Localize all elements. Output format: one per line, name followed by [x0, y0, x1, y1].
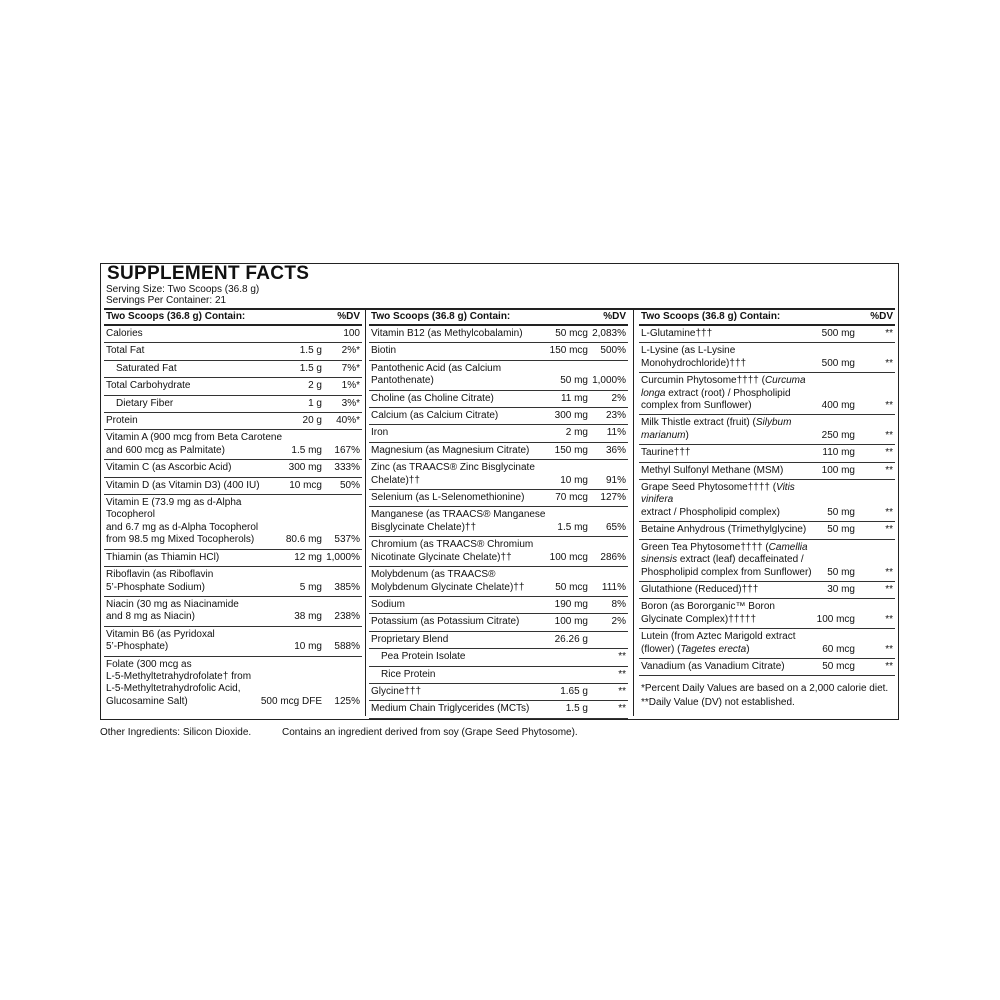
nutrient-name: Proprietary Blend [371, 633, 449, 645]
nutrient-amount: 20 g [302, 415, 322, 427]
nutrient-dv: ** [618, 668, 626, 680]
other-ingredients: Other Ingredients: Silicon Dioxide. [100, 727, 252, 738]
nutrient-amount: 70 mcg [555, 492, 588, 504]
nutrient-name: Vitamin D (as Vitamin D3) (400 IU) [106, 479, 260, 491]
nutrient-name-part: Silybum marianum [641, 417, 792, 441]
nutrient-name [641, 542, 823, 579]
nutrient-amount: 1 g [308, 397, 322, 409]
nutrient-dv: 385% [334, 581, 360, 593]
nutrient-dv: ** [885, 643, 893, 655]
nutrient-row [104, 495, 362, 550]
nutrient-amount: 100 mg [821, 464, 855, 476]
column-header [369, 310, 628, 326]
nutrient-amount: 5 mg [299, 581, 322, 593]
nutrient-amount: 1.5 mg [557, 521, 588, 533]
nutrient-dv: ** [885, 447, 893, 459]
nutrient-row [369, 361, 628, 391]
nutrient-dv: ** [618, 703, 626, 715]
dv-header: %DV [337, 311, 360, 322]
nutrient-name: Niacin (30 mg as Niacinamide and 8 mg as Niacin) [106, 598, 239, 623]
nutrient-name: Calcium (as Calcium Citrate) [371, 410, 499, 422]
nutrient-amount: 100 mcg [816, 613, 855, 625]
nutrient-column-3 [639, 310, 895, 716]
nutrient-name: Thiamin (as Thiamin HCl) [106, 551, 220, 563]
nutrient-dv: 333% [334, 462, 360, 474]
nutrient-dv: 286% [600, 551, 626, 563]
column-header-label: Two Scoops (36.8 g) Contain: [106, 311, 246, 322]
nutrient-amount: 1.5 g [565, 703, 588, 715]
nutrient-amount: 12 mg [294, 551, 322, 563]
nutrient-dv: ** [618, 651, 626, 663]
nutrient-row [639, 326, 895, 343]
nutrient-name-part: Camellia sinensis [641, 541, 808, 566]
nutrient-name-part: extract / Phospholipid complex) [641, 506, 780, 518]
nutrient-name-part: Milk Thistle extract (fruit) ( [641, 417, 756, 429]
nutrient-amount: 26.26 g [554, 633, 588, 645]
nutrient-row [104, 378, 362, 395]
nutrient-dv: 1,000% [592, 375, 626, 387]
nutrient-name [641, 631, 818, 656]
nutrient-amount: 38 mg [294, 611, 322, 623]
nutrient-name-part: extract (root) / Phospholipid complex from Sunflower) [641, 387, 791, 412]
nutrient-name: Vitamin C (as Ascorbic Acid) [106, 462, 232, 474]
column-header-label: Two Scoops (36.8 g) Contain: [641, 311, 781, 322]
nutrient-dv: 238% [334, 611, 360, 623]
nutrient-name: Vanadium (as Vanadium Citrate) [641, 660, 785, 672]
nutrient-amount: 50 mg [827, 524, 855, 536]
nutrient-dv: 65% [605, 521, 626, 533]
nutrient-name-part: ) [746, 643, 750, 655]
nutrient-amount: 300 mg [554, 410, 588, 422]
nutrient-amount: 300 mg [288, 462, 322, 474]
nutrient-row [369, 537, 628, 567]
nutrient-amount: 2 g [308, 380, 322, 392]
nutrient-name: Dietary Fiber [116, 397, 174, 409]
nutrient-name: Magnesium (as Magnesium Citrate) [371, 444, 530, 456]
nutrient-dv: 50% [339, 479, 360, 491]
nutrient-name: Manganese (as TRAACS® Manganese Bisglycinate Chelate)†† [371, 509, 546, 533]
nutrient-name: Sodium [371, 598, 405, 610]
nutrient-row [639, 445, 895, 462]
nutrient-name: Vitamin E (73.9 mg as d-Alpha Tocopherol and 6.7 mg as d-Alpha Tocopherol from 98.5 mg Mixed Tocopherols) [106, 497, 259, 546]
nutrient-name: Methyl Sulfonyl Methane (MSM) [641, 464, 784, 476]
nutrient-dv: ** [885, 506, 893, 518]
nutrient-name: Protein [106, 415, 138, 427]
nutrient-row [369, 425, 628, 442]
nutrient-dv: 100 [343, 328, 360, 339]
nutrient-name: Zinc (as TRAACS® Zinc Bisglycinate Chelate)†† [371, 462, 535, 486]
nutrient-dv: ** [885, 464, 893, 476]
nutrient-amount: 100 mg [554, 616, 588, 628]
nutrient-row [104, 430, 362, 460]
nutrient-row [639, 599, 895, 629]
nutrient-amount: 10 mg [560, 474, 588, 486]
nutrient-name-part: ) [685, 429, 689, 441]
nutrient-row [104, 460, 362, 477]
nutrient-column-1 [104, 310, 362, 716]
nutrient-name: Selenium (as L-Selenomethionine) [371, 492, 525, 504]
footnote: **Daily Value (DV) not established. [641, 697, 795, 709]
panel-title: SUPPLEMENT FACTS [107, 263, 310, 284]
nutrient-name: Glycine††† [371, 685, 422, 697]
nutrient-name: Molybdenum (as TRAACS® Molybdenum Glycinate Chelate)†† [371, 569, 525, 593]
nutrient-row [369, 567, 628, 597]
nutrient-row [369, 701, 628, 718]
nutrient-name: Betaine Anhydrous (Trimethylglycine) [641, 524, 807, 536]
nutrient-name: Biotin [371, 345, 397, 357]
nutrient-dv: 40%* [336, 415, 360, 427]
nutrient-dv: ** [885, 328, 893, 339]
nutrient-amount: 1.5 g [299, 345, 322, 357]
nutrient-dv: ** [885, 429, 893, 441]
nutrient-amount: 1.5 mg [291, 444, 322, 456]
nutrient-row [104, 361, 362, 378]
nutrient-row [639, 463, 895, 480]
nutrient-name: L-Glutamine††† [641, 328, 713, 339]
column-header-label: Two Scoops (36.8 g) Contain: [371, 311, 511, 322]
nutrient-amount: 50 mcg [555, 581, 588, 593]
nutrient-dv: 91% [605, 474, 626, 486]
nutrient-name: Potassium (as Potassium Citrate) [371, 616, 520, 628]
nutrient-name: Glutathione (Reduced)††† [641, 583, 759, 595]
nutrient-amount: 80.6 mg [285, 534, 322, 546]
nutrient-dv: 125% [334, 695, 360, 707]
nutrient-row [369, 408, 628, 425]
dv-header: %DV [870, 311, 893, 322]
nutrient-amount: 50 mg [827, 506, 855, 518]
nutrient-name: Iron [371, 427, 389, 439]
nutrient-name: Vitamin B12 (as Methylcobalamin) [371, 328, 523, 339]
nutrient-amount: 500 mg [821, 357, 855, 369]
nutrient-dv: 2% [611, 616, 626, 628]
nutrient-amount: 11 mg [560, 392, 588, 404]
nutrient-name-part: Curcumin Phytosome†††† ( [641, 375, 765, 387]
nutrient-name: Total Fat [106, 345, 145, 357]
nutrient-dv: 2% [611, 392, 626, 404]
nutrient-row [639, 582, 895, 599]
nutrient-amount: 50 mg [560, 375, 588, 387]
footnote: *Percent Daily Values are based on a 2,000 calorie diet. [641, 683, 889, 695]
column-header [104, 310, 362, 326]
nutrient-dv: ** [885, 400, 893, 412]
nutrient-name-part: Green Tea Phytosome†††† ( [641, 541, 769, 553]
nutrient-row [639, 373, 895, 415]
nutrient-amount: 50 mcg [822, 660, 855, 672]
nutrient-dv: 127% [600, 492, 626, 504]
nutrient-dv: ** [885, 613, 893, 625]
nutrient-amount: 500 mg [821, 328, 855, 339]
nutrient-dv: 23% [605, 410, 626, 422]
nutrient-name: Saturated Fat [116, 362, 177, 374]
nutrient-amount: 100 mcg [549, 551, 588, 563]
nutrient-amount: 60 mcg [822, 643, 855, 655]
nutrient-name [641, 482, 823, 519]
nutrient-dv: 588% [334, 641, 360, 653]
nutrient-dv: 2,083% [592, 328, 626, 339]
nutrient-row [104, 550, 362, 567]
nutrient-name: Boron (as Bororganic™ Boron Glycinate Complex)††††† [641, 601, 775, 625]
nutrient-row [104, 597, 362, 627]
nutrient-name [641, 417, 818, 442]
nutrient-name: L-Lysine (as L-Lysine Monohydrochloride)††† [641, 345, 747, 369]
column-header [639, 310, 895, 326]
nutrient-name: Choline (as Choline Citrate) [371, 392, 494, 404]
nutrient-amount: 150 mcg [549, 345, 588, 357]
nutrient-amount: 2 mg [565, 427, 588, 439]
nutrient-row [369, 684, 628, 701]
nutrient-name: Riboflavin (as Riboflavin 5’-Phosphate Sodium) [106, 569, 214, 593]
nutrient-name-part: Curcuma [764, 375, 806, 387]
nutrient-name: Taurine††† [641, 447, 691, 459]
serving-size: Serving Size: Two Scoops (36.8 g) [106, 284, 260, 295]
nutrient-amount: 500 mcg DFE [260, 695, 322, 707]
nutrient-row [369, 460, 628, 490]
nutrient-row [639, 540, 895, 582]
nutrient-amount: 1.65 g [560, 685, 588, 697]
nutrient-amount: 400 mg [821, 400, 855, 412]
column-divider [365, 310, 366, 716]
nutrient-name-part: longa [641, 387, 666, 399]
nutrient-name: Vitamin A (900 mcg from Beta Carotene and 600 mcg as Palmitate) [106, 432, 283, 456]
nutrient-row [369, 343, 628, 360]
nutrient-name-part: Lutein (from Aztec Marigold extract (flower) ( [641, 631, 796, 655]
column-divider [633, 310, 634, 716]
nutrient-column-2 [369, 310, 628, 716]
nutrient-dv: ** [885, 524, 893, 536]
nutrient-row [104, 413, 362, 430]
nutrient-dv: 11% [606, 427, 626, 439]
nutrient-row [639, 415, 895, 445]
nutrient-row [639, 522, 895, 539]
nutrient-row [639, 343, 895, 373]
nutrient-name: Rice Protein [381, 668, 436, 680]
nutrient-row [104, 657, 362, 711]
nutrient-name: Folate (300 mcg as L-5-Methyltetrahydrofolate† from L-5-Methyltetrahydrofolic Acid, Glucosamine Salt) [106, 658, 252, 707]
nutrient-row [104, 478, 362, 495]
nutrient-dv: 111% [601, 581, 626, 593]
nutrient-amount: 50 mg [827, 566, 855, 578]
allergen-note: Contains an ingredient derived from soy (Grape Seed Phytosome). [282, 727, 578, 738]
nutrient-name: Pantothenic Acid (as Calcium Pantothenate) [371, 362, 502, 387]
nutrient-name: Pea Protein Isolate [381, 651, 466, 663]
nutrient-dv: 2%* [341, 345, 360, 357]
nutrient-dv: 537% [334, 534, 360, 546]
supplement-facts-panel [100, 263, 899, 720]
nutrient-dv: ** [885, 660, 893, 672]
nutrient-dv: 1,000% [326, 551, 360, 563]
nutrient-row [369, 614, 628, 631]
nutrient-amount: 10 mcg [289, 479, 322, 491]
nutrient-name-part: extract (leaf) decaffeinated / Phospholipid complex from Sunflower) [641, 554, 812, 578]
nutrient-row [369, 649, 628, 666]
nutrient-dv: ** [885, 357, 893, 369]
nutrient-amount: 250 mg [821, 429, 855, 441]
nutrient-row [104, 326, 362, 343]
nutrient-row [369, 443, 628, 460]
nutrient-row [369, 490, 628, 507]
nutrient-dv: ** [618, 685, 626, 697]
nutrient-name: Chromium (as TRAACS® Chromium Nicotinate Glycinate Chelate)†† [371, 539, 534, 563]
nutrient-row [104, 627, 362, 657]
nutrient-name: Total Carbohydrate [106, 380, 191, 392]
nutrient-row [369, 632, 628, 649]
nutrient-amount: 110 mg [822, 447, 855, 459]
nutrient-dv: 167% [334, 444, 360, 456]
nutrient-row [639, 659, 895, 676]
nutrient-row [639, 629, 895, 659]
servings-per-container: Servings Per Container: 21 [106, 295, 227, 306]
nutrient-name: Calories [106, 328, 143, 339]
nutrient-dv: 1%* [341, 380, 360, 392]
nutrient-name: Vitamin B6 (as Pyridoxal 5’-Phosphate) [106, 628, 215, 653]
nutrient-dv: 36% [605, 444, 626, 456]
dv-header: %DV [603, 311, 626, 322]
nutrient-row [369, 667, 628, 684]
nutrient-row [369, 326, 628, 343]
nutrient-dv: ** [885, 583, 893, 595]
nutrient-row [639, 480, 895, 522]
nutrient-dv: 3%* [341, 397, 360, 409]
nutrient-row [104, 396, 362, 413]
nutrient-amount: 1.5 g [299, 362, 322, 374]
nutrient-name: Medium Chain Triglycerides (MCTs) [371, 703, 530, 715]
nutrient-name-part: Tagetes erecta [680, 643, 747, 655]
nutrient-dv: 500% [600, 345, 626, 357]
nutrient-amount: 30 mg [827, 583, 855, 595]
nutrient-amount: 150 mg [554, 444, 588, 456]
nutrient-row [369, 391, 628, 408]
nutrient-row [369, 597, 628, 614]
nutrient-row [369, 507, 628, 537]
nutrient-name [641, 375, 818, 412]
nutrient-name-part: Vitis vinifera [641, 482, 795, 506]
nutrient-amount: 190 mg [554, 598, 588, 610]
nutrient-dv: 7%* [341, 362, 360, 374]
nutrient-dv: 8% [611, 598, 626, 610]
nutrient-name-part: Grape Seed Phytosome†††† ( [641, 482, 777, 494]
nutrient-amount: 10 mg [294, 641, 322, 653]
nutrient-row [104, 567, 362, 597]
nutrient-amount: 50 mcg [555, 328, 588, 339]
nutrient-dv: ** [885, 566, 893, 578]
nutrient-row [104, 343, 362, 360]
